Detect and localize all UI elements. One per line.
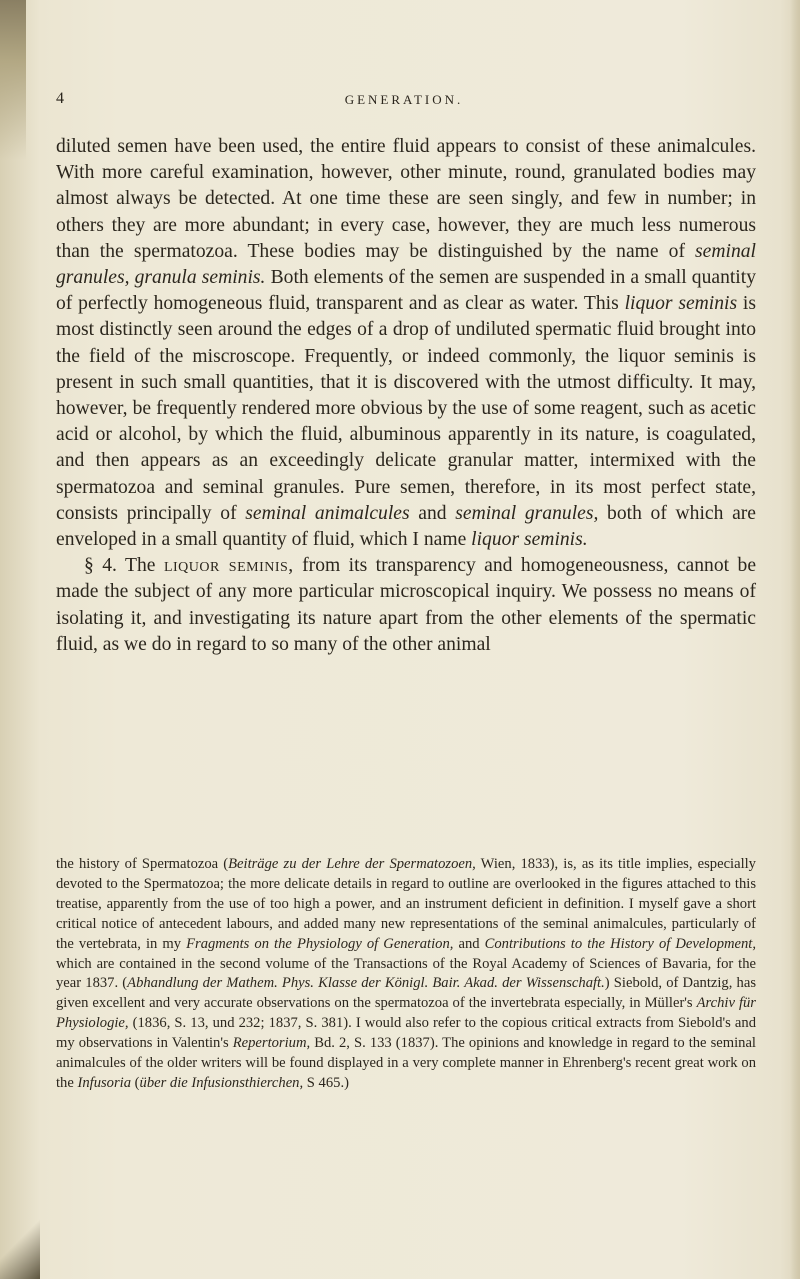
page-edge-right [790, 0, 800, 1279]
text-run: is most distinctly seen around the edges of a drop of undiluted spermatic fluid brought into the field of the miscroscope. Frequently, or indeed commonly, the liquor seminis is present in such small quantities, that it is discovered with the utmost difficulty. It may, however, be frequently rendered more obvious by the use of some reagent, such as acetic acid or alcohol, by which the fluid, albuminous apparently in its nature, is coagulated, and then appears as an exceedingly delicate granular matter, intermixed with the spermatozoa and seminal granules. Pure semen, therefore, in its most perfect state, consists principally of [56, 293, 757, 524]
text-run: Wien, 1833), is, as its title implies, especially devoted to the Spermatozoa; the more delicate details in regard to outline are overlooked in the figures attached to this treatise, apparently from the use of too high a power, and an instrument deficient in definition. I myself gave a short critical notice of antecedent labours, and added many new representations of the seminal animalcules, particularly of the vertebrata, in my [56, 856, 756, 952]
text-run: § 4. The [84, 555, 164, 577]
text-run: which are contained in the second volume of the Transactions of the Royal Academy of Sciences of Bavaria, for the year 1837. ( [56, 955, 756, 992]
main-text [56, 134, 756, 658]
text-run: from its transparency and homogeneousness, cannot be made the subject of any more particular microscopical inquiry. We possess no means of isolating it, and investigating its nature apart from the other elements of the spermatic fluid, as we do in regard to so many of the other animal [56, 555, 757, 655]
text-run: (1836, S. 13, und 232; 1837, S. 381). I would also refer to the copious critical extracts from Siebold's and my observations in Valentin's [56, 1015, 756, 1052]
italic-title: Archiv für Physiologie, [56, 995, 756, 1032]
italic-term: liquor seminis. [471, 529, 588, 551]
page-shadow-bottom-left [0, 1219, 40, 1279]
text-run: Bd. 2, S. 133 (1837). The opinions and knowledge in regard to the seminal animalcules of the older writers will be found displayed in a very complete manner in Ehrenberg's recent great work on the [56, 1035, 756, 1091]
small-caps-term: liquor seminis, [163, 555, 294, 577]
page-header [56, 90, 752, 110]
italic-term: seminal animalcules [245, 502, 410, 524]
italic-title: Beiträge zu der Lehre der Spermatozoen, [228, 856, 476, 872]
text-run: Both elements of the semen are suspended in a small quantity of perfectly homogeneous fluid, transparent and as clear as water. This [56, 267, 756, 315]
text-run: ( [131, 1074, 140, 1091]
text-run: the history of Spermatozoa ( [56, 856, 229, 872]
page-shadow-top-left [0, 0, 26, 160]
text-run: and [409, 502, 456, 524]
italic-term: seminal granules, granula seminis. [56, 240, 756, 289]
text-run: ) Siebold, of Dantzig, has given excellent and very accurate observations on the spermatozoa of the invertebrata especially, in Müller's [56, 975, 757, 1012]
text-run: diluted semen have been used, the entire fluid appears to consist of these animalcules. With more careful examination, however, other minute, round, granulated bodies may almost always be detected. At one time these are seen singly, and few in number; in others they are more abundant; in every case, however, they are much less numerous than the spermatozoa. These bodies may be distinguished by the name of [56, 136, 756, 262]
footnote [56, 855, 756, 1094]
text-run: and [453, 935, 485, 952]
paragraph-section-4 [56, 553, 756, 658]
italic-title: Infusoria [77, 1074, 131, 1091]
paragraph-continuation [56, 134, 756, 553]
text-run: both of which are enveloped in a small quantity of fluid, which I name [56, 502, 757, 551]
italic-title: Repertorium, [232, 1035, 311, 1052]
text-run: S 465.) [303, 1074, 349, 1091]
italic-title: über die Infusionsthierchen, [139, 1074, 304, 1091]
italic-term: seminal granules, [455, 502, 599, 524]
italic-title: Fragments on the Physiology of Generation, [186, 935, 454, 952]
italic-title: Abhandlung der Mathem. Phys. Klasse der Königl. Bair. Akad. der Wissenschaft. [127, 975, 605, 992]
italic-term: liquor seminis [624, 293, 738, 315]
running-head: GENERATION. [344, 92, 464, 107]
italic-title: Contributions to the History of Development, [484, 935, 757, 952]
page-number: 4 [56, 90, 64, 107]
footnote-text [56, 855, 756, 1094]
